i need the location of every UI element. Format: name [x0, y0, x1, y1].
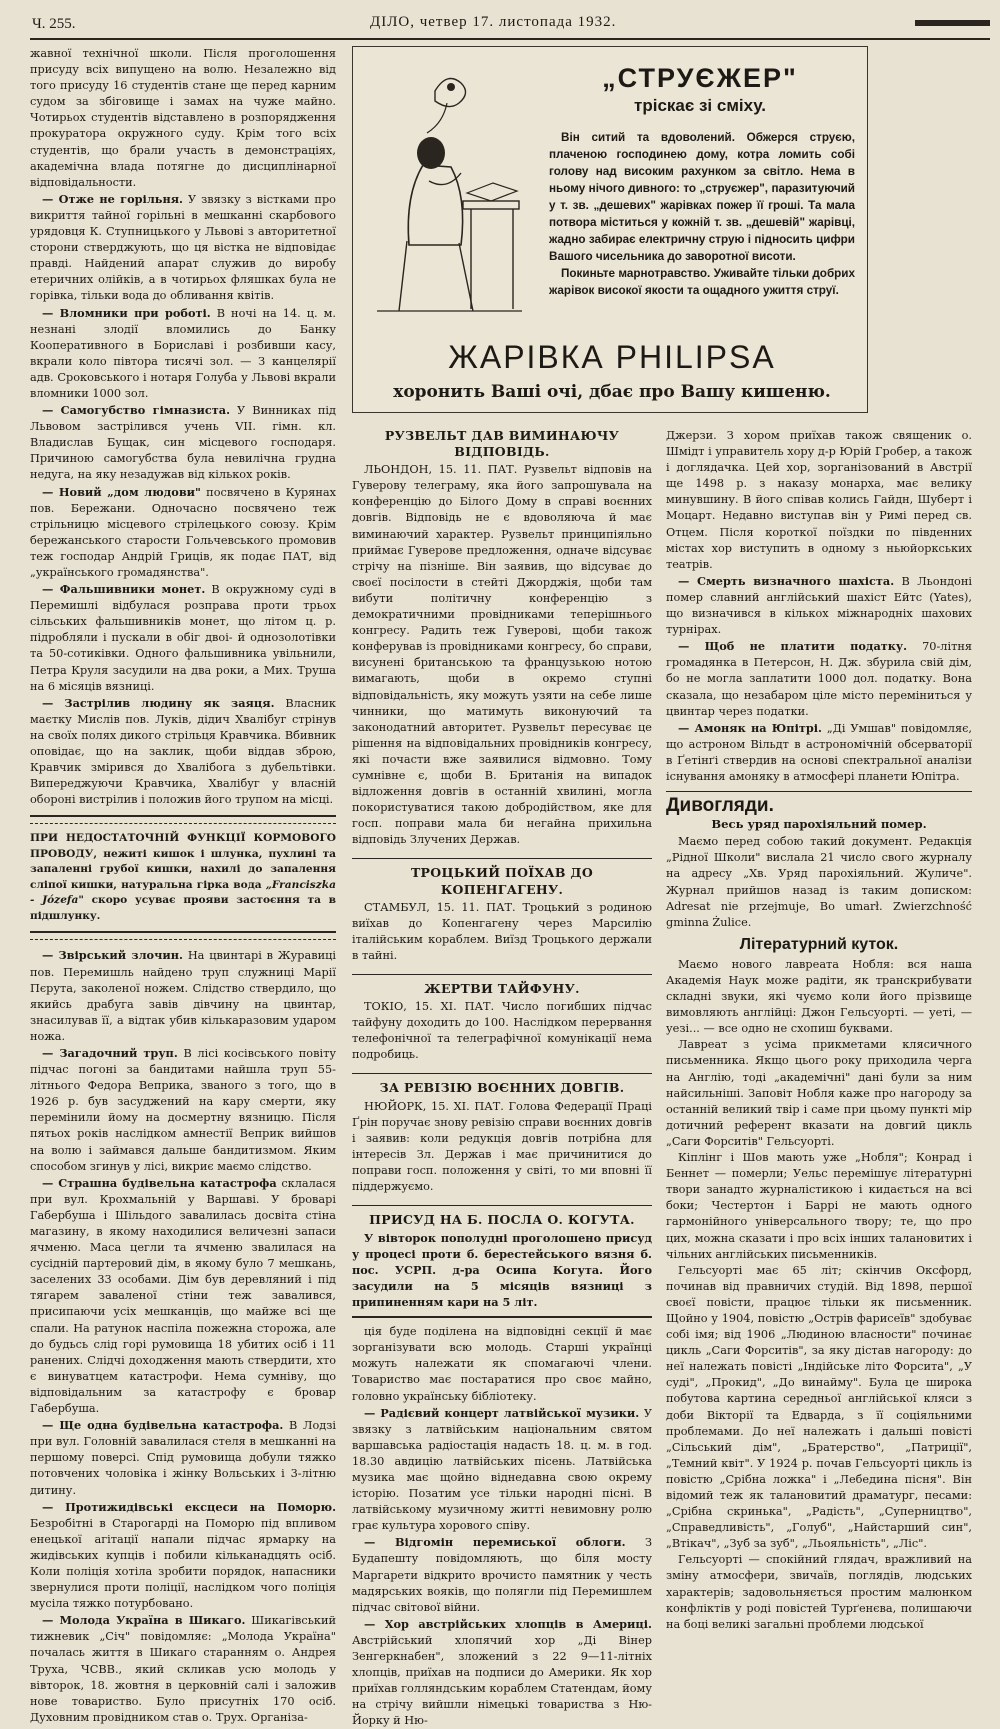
paragraph: Кіплінг і Шов мають уже „Нобля"; Конрад і Беннет — померли; Уельс перемішує літературні твори занадто журналістикою і кидається на всі боки; Честертон і Баррі не мають одного гармонійного універсального твору; те, що про цих, можна сказати і про всіх інших талановитих і чільних англійських письменників. [666, 1151, 972, 1261]
article [352, 428, 652, 848]
notice-tail: скоро усуває прояви застоєння та в підшлунку. [30, 894, 336, 922]
news-item-lead: — Протижидівські ексцеси на Поморю. [42, 1499, 336, 1514]
news-item [30, 484, 336, 582]
section-divider [30, 931, 336, 940]
news-item-lead: — Амоняк на Юпітрі. [678, 720, 822, 735]
section-title-literary: Літературний куток. [739, 935, 899, 953]
news-item-text: В лісі косівського повіту підчас погоні за бандитами найшла труп 55-літнього Федора Веприка, званого з того, що в 1926 р. був засуджений на кару смерти, яку перемінили йому на досмертну вязницю. Після пятьох років наслідком амнестії Веприк вийшов на волю і займався дальше бандитизмом. Яким способом згинув у лісі, викриє маємо слідство. [30, 1046, 336, 1173]
ad-subtitle: тріскає зі сміху. [634, 96, 766, 115]
news-item-text: Безробітні в Старогарді на Поморю під впливом енецької агітації напали підчас ярмарку на жидівських купців і побили кільканадцять осіб. Коли поліція хотіла зробити порядок, напасники звернулися проти поліції, наслідком чого поліція мусіла тяжко потурбовано. [30, 1516, 336, 1611]
news-item-text: На цвинтарі в Журавиці пов. Перемишль найдено труп служниці Марії Пєрута, заколеної ножем. Слідство ствердило, що якийсь драбуга завів дівчину на цвинтар, знасилував її, а відтак убив кількаразовим ударом ножа. [30, 949, 336, 1043]
column-middle [352, 428, 652, 1728]
news-item [352, 1616, 652, 1729]
news-item [30, 1045, 336, 1175]
ad-slogan: хоронить Ваші очі, дбає про Вашу кишеню. [393, 382, 831, 402]
paragraph: Гельсуорті має 65 літ; скінчив Оксфорд, починав від правничих студій. Від 1898, першої своєї повісти, працює тільки як письменник. Щойно у 1904, повістю „Острів фарисеїв" здобуває собі імя; від 1906 „Людиною власности" починає цикль „Саги Форситів", за яку дістав нагороду: до неї належать повісті „Індійське літо Форсита", „У суді", „Прокид", „До винайму". Була це широка побутова картина середньої англійської кляси з доби Вікторії та Едварда, з її соціяльними проблемами. До неї належать і дальші повісті „Сільський дім", „Братерство", „Патриції", „Темний квіт". У 1924 р. почав Гельсуорті цикль із повістю „Срібна ложка" і „Лебедина пісня". Він відомий теж як талановитий драматург, песами: „Срібна скринька", „Радість", „Суперництво", „Справедливість", „Голуб", „Найстарший син", „Втікач", „Зуб за зуб", „Льояльність", „Ліс". [666, 1263, 972, 1551]
news-item [666, 638, 972, 719]
news-item-text: Власник маєтку Мислів пов. Луків, дідич Хвалібуг стрінув на своїх полях дикого стрільця Кравчика. Вбивник оповідає, що на заклик, щоби віддав зброю, Кравчик змірився до Хвалібога з дубельтівки. Випереджуючи Кравчика, Хвалібуг у власній обороні вистрілив і положив його трупом на місці. [30, 696, 336, 807]
news-item-lead: — Звірський злочин. [42, 948, 183, 963]
mineral-water-notice [30, 831, 336, 924]
news-item-lead: — Фальшивники монет. [42, 582, 206, 597]
news-item [666, 720, 972, 785]
article-text: У вівторок пополудні проголошено присуд у процесі проти б. берестейського вязня б. пос. УСРП. д-ра Осипа Когута. Його засудили на 5 місяців вязниці з припиненням кари на 5 літ. [352, 1231, 652, 1310]
paragraph: жавної технічної школи. Після проголошення присуду всіх випущено на волю. Незалежно від того присуду 16 студентів стане ще перед карним судом за збіговище і замах на чуже майно. Чотирьох студентів відставлено в розпорядження прокуратора окружного суду. Крім того всіх студентів, що брали участь в демонстраціях, академічна влада потягне до дисциплінарної відповідальности. [30, 47, 336, 189]
article-title: ПРИСУД НА Б. ПОСЛА О. КОГУТА. [369, 1212, 635, 1228]
column-left [30, 46, 337, 1724]
news-item [30, 1175, 336, 1417]
news-item [30, 1612, 336, 1726]
section-title-curiosities: Дивогляди. [666, 795, 774, 817]
news-item [30, 581, 336, 695]
news-item-text: У Винниках під Львовом застрілився учень VII. гімн. кл. Владислав Бущак, син місцевого господаря. Причиною самогубства була невилічна грудна недуга, на яку незадужав від кількох років. [30, 404, 336, 482]
news-item-text: „Ді Умшав" повідомляє, що астроном Вільдт в астрономічній обсерваторії в Ґетінґі ствердив на основі спектральної аналізи існування амоняку в атмосфері планети Юпітра. [666, 721, 972, 783]
section-divider [666, 791, 972, 792]
news-item-text: В окружному суді в Перемишлі відбулася розправа проти трьох сільських фальшивників монет, що літом ц. р. підробляли і пускали в обіг двоі- й однозолотівки та 50-сотиківки. Одного фальшивника увільнили, Петра Круля засудили на два роки, а Мих. Труша на 6 місяців вязниці. [30, 583, 337, 693]
news-item-lead: — Страшна будівельна катастрофа [42, 1175, 277, 1190]
news-item-text: Шикагівський тижневик „Січ" повідомляє: „Молода Україна" почалась життя в Шикаго старанням о. Андрея Труха, ЧСВВ., який скликав усю молодь у вівторок, 18. жовтня в церковній салі і заложив нове товариство. Було присутніх 170 осіб. Духовним провідником став о. Трух. Організа- [30, 1614, 337, 1724]
news-item-text: З Будапешту повідомляють, що біля мосту Маргарети відкрито врочисто памятник у честь мадярських вояків, що полягли під Перемишлем підчас світової війни. [352, 1536, 652, 1614]
news-item-lead: — Хор австрійських хлопців в Америці. [364, 1616, 652, 1631]
news-item [30, 1417, 336, 1498]
news-item-text: В Лодзі при вул. Головній завалилася стеля в мешканні на першому поверсі. Спід румовища добули тяжко потовчених чоловіка і жінку Вольських і 3-літню дитину. [30, 1419, 336, 1497]
news-item [30, 695, 336, 809]
section-divider [30, 815, 336, 824]
article [352, 865, 652, 964]
news-item [30, 1499, 336, 1613]
article-title: ТРОЦЬКИЙ ПОЇХАВ ДО КОПЕНГАГЕНУ. [410, 865, 594, 897]
woman-at-desk-illustration [367, 61, 527, 331]
ad-headline [541, 63, 859, 116]
news-item-text: склалася при вул. Крохмальній у Варшаві. У броварі Габербуша і Шільдого завалилась досвіта стіна магазину, в якому находилися величезні запаси ячменю. Маса цегли та ячменю звалилася на сусідній партеровий дім, в якому було 7 мешкань, заселених 33 особами. Дім був деревляний і під тягарем заваленої стіни теж завалився, присипаючи усіх мешканців, що майже всі ще спали. На ратунок наспіла пожежна сторожа, але до будьсь слід горі румовища 18 убитих осіб і 11 ранених. Слідчі доходження мають ствердити, хто є винуватцем катастрофи. Нема сумніву, що відповідальним за катастрофу є бровар Габербуша. [30, 1176, 337, 1416]
news-item-text: В ночі на 14. ц. м. незнані злодії вломились до Банку Кооперативного в Бориславі і розбивши касу, вкрали коло півтора тисячі зол. — З канцелярії адв. Сроковського і нотаря Голуба у Львові вкрали вломники 1000 зол. [30, 306, 336, 400]
news-item-lead: — Новий „дом людови" [42, 484, 201, 499]
news-item-lead: — Вломники при роботі. [42, 305, 211, 320]
article-title: ЖЕРТВИ ТАЙФУНУ. [424, 981, 580, 996]
section-divider [352, 858, 652, 859]
ad-brand: ЖАРІВКА PHILIPSA [448, 339, 776, 375]
news-item-lead: — Застрілив людину як заяця. [42, 695, 275, 710]
news-item-text: У звязку з вістками про викриття тайної горільні в мешканні скарбового урядовця К. Ступницького у Львові з авторитетної сторони стверджують, що ця вістка не відповідає правді. Найдений апарат служив до виробу етеричних олійків, а в чотирьох фляшках була не горівка, тільки вода до обливання квітів. [30, 192, 336, 303]
news-item-lead: — Щоб не платити податку. [678, 639, 908, 654]
news-item-text: посвячено в Курянах пов. Бережани. Одночасно посвячено теж стрільницю місцевого стрілецького союзу. Крім бережанського старости Гольчевського промовив теж господар Андрій Гриців, як подає ПАТ, від „українського громадянства". [30, 485, 336, 579]
news-item [30, 947, 336, 1045]
philips-advertisement [352, 46, 868, 413]
news-item [30, 191, 336, 305]
ad-body [549, 129, 855, 299]
notice-text: ПРИ НЕДОСТАТОЧНІЙ ФУНКЦІЇ КОРМОВОГО ПРОВОДУ, нежиті кишок і шлунка, пухлині та запаленні грубої кишки, нахилі до запалення сліпої кишки, натуральна гірка вода [30, 832, 336, 891]
header-ornament [915, 20, 990, 26]
page-header [30, 10, 990, 40]
paragraph: ція буде поділена на відповідні секції й має зорганізувати всю молодь. Старші українці можуть належати як спомагаючі члени. Товариство має постаратися про своє майно, головно українську бібліотеку. [352, 1325, 652, 1403]
paragraph: Гельсуорті — спокійний глядач, вражливий на зміну атмосфери, звичаїв, поглядів, людських характерів; задовольняється простим малюнком конфліктів у роді повістей Турґенєва, полишаючи на боці великі загальні проблеми людської [666, 1553, 972, 1631]
page-number: Ч. 255. [32, 16, 76, 32]
news-item-lead: — Молода Україна в Шикаго. [42, 1613, 246, 1628]
article-text: ТОКІО, 15. XI. ПАТ. Число погибших підчас тайфуну доходить до 100. Наслідком перервання телефонічної та телеграфічної комунікації нема подробиць. [352, 1000, 652, 1062]
section-divider [352, 1205, 652, 1206]
paragraph: Маємо нового лавреата Нобля: вся наша Академія Наук може радіти, як транскрибувати складні звуки, які чуємо коли його прізвище вимовляють англійці: Джон Гельсуорті. — уеті, — уезі... — все одно не схопиш буквами. [666, 957, 972, 1036]
news-item-lead: — Смерть визначного шахіста. [678, 573, 895, 588]
ad-paragraph: Покиньте марнотравство. Уживайте тільки добрих жарівок високої якости та ощадного ужиття струї. [549, 267, 855, 297]
news-item-text: У звязку з латвійським національним святом варшавська радіостація надасть 18. ц. м. в год. 18.30 авдицію латвійських пісень. Латвійська музика має щойно віднедавна свою окрему історію. Позатим усе тільки народні пісні. В латвійському музичному житті невимовну ролю грає культура хорового співу. [352, 1406, 652, 1533]
article-text: СТАМБУЛ, 15. 11. ПАТ. Троцький з родиною виїхав до Копенгагену через Марсилію італійським кораблем. Виїзд Троцького держали в тайні. [352, 900, 652, 962]
paragraph: Джерзи. З хором приїхав також священик о. Шмідт і управитель хору д-р Юрій Гробер, а також і доглядачка. Цей хор, зорганізований в Австрії ще 1498 р. з наказу монарха, має велику минувшину. В його співав колись Гайдн, Шуберт і Моцарт. Недавно виступав він у Римі перед св. Отцем. Після короткої поїздки по південних містах хор виступить в одному з ньюйоркських театрів. [666, 429, 972, 571]
ad-title: „СТРУЄЖЕР" [602, 63, 798, 93]
news-item [30, 402, 336, 483]
news-item-text: Австрійський хлопячий хор „Ді Вінер Зенгеркнабен", зложений з 22 9—11-літніх хлопців, приїхав на подписи до Америки. Як хор приїхав голляндським кораблем Статендам, йому на стрічу вийшли німецькі товариства з Ню-Йорку й Ню- [352, 1633, 652, 1728]
news-item [352, 1534, 652, 1615]
article-boxed [352, 1212, 652, 1318]
paragraph: Лавреат з усіма прикметами клясичного письменника. Якщо цього року приходила черга на Англію, тоді „академічні" дані були за ним найсильніші. Заповіт Нобля каже про нагороду за останній великий твір і саме при цьому пункті мір дотичний референт вказати на довгий цикль „Саги Форситів" Гельсуорті. [666, 1038, 972, 1148]
news-item-lead: — Загадочний труп. [42, 1045, 178, 1060]
masthead: ДІЛО, четвер 17. листопада 1932. [370, 14, 617, 30]
news-item [666, 573, 972, 638]
notice-brand: „Franciszka - Józefa" [30, 878, 336, 907]
news-item-lead: — Відгомін перемиської облоги. [364, 1535, 626, 1550]
news-item-lead: — Самогубство гімназиста. [42, 403, 231, 418]
article [352, 1080, 652, 1195]
news-item-text: В Льондоні помер славний англійський шахіст Ейтс (Yates), що визначився в кількох міжнародніх шахових турнірах. [666, 574, 972, 637]
news-item-lead: — Отже не горільня. [42, 191, 183, 206]
article [352, 981, 652, 1063]
article-text: ЛЬОНДОН, 15. 11. ПАТ. Рузвельт відповів на Гуверову телеграму, яка його запрошувала на конференцію до Білого Дому в справі воєнних довгів. Відповідь не є вдоволяюча й має виминаючий характер. Рузвельт принципіяльно приймає Гуверове предложення, одначе відсуває стрічу на пізніше. Він заявив, що відсуває до своєї посілости в стейті Джорджія, щоби там вибути політичну конференцію з демократичними провідниками теперішнього конгресу. Радить теж Гуверові, щоби також конферував із провідниками конгресу, бо справи, висунені британською та французькою нотою вимагають, щоби в окремо ступні відповідальність, яку можуть узяти на себе лише чинники, що матимуть виконуючий та законодатний авторитет. Рузвельт пересуває це рішення на відповідальних провідників конгресу, які почасти вже заявилися відмовно. Тому сумнівне є, щоби В. Британія на випадок відложення довгів в останній хвилині, могла покористуватися такою добродійством, яке для госп. поправи мала би негайна прихильна відповідь Злучених Держав. [352, 463, 652, 847]
news-item-lead: — Ще одна будівельна катастрофа. [42, 1418, 284, 1433]
article-text: НЮЙОРК, 15. XI. ПАТ. Голова Федерації Праці Ґрін поручає знову ревізію справи воєнних довгів і заявив: коли редукція довгів потрібна для інтересів Зл. Держав і має причинитися до поправи госп. положення у світі, то ми вповні її піддержуємо. [352, 1099, 652, 1194]
news-item-text: 70-літня громадянка в Петерсон, Н. Дж. збурила свій дім, бо не могла заплатити 1000 дол. податку. Вона сказала, що незабаром ціле місто переміниться у цвинтар через податки. [666, 640, 973, 718]
ad-paragraph: Він ситий та вдоволений. Обжерся струєю, плаченою господинею дому, котра ломить собі голову над високим рахунком за світло. Нема в ньому нічого дивного: то „струєжер", паразитуючий у т. зв. „дешевих" жарівках пожер її гроші. Та мала потвора міститься у кожній т. зв. „дешевій" жарівці, жадно забирає електричну струю і підносить цифри Вашого чисельника до заворотної висоти. [549, 131, 855, 263]
paragraph: Маємо перед собою такий документ. Редакція „Рідної Школи" вислала 21 число свого журналу на адресу „Хв. Уряд парохіяльний. Жуличе". Журнал прийшов назад із таким дописком: Adresat nie przejmuje, Bo umarł. Zwierzchność gminna Żulice. [666, 835, 972, 929]
section-subtitle: Весь уряд парохіяльний помер. [711, 817, 927, 832]
news-item-lead: — Радієвий концерт латвійської музики. [364, 1405, 640, 1420]
section-divider [352, 1073, 652, 1074]
news-item [352, 1405, 652, 1535]
news-item [30, 305, 336, 403]
article-title: РУЗВЕЛЬТ ДАВ ВИМИНАЮЧУ ВІДПОВІДЬ. [384, 428, 620, 460]
article-title: ЗА РЕВІЗІЮ ВОЄННИХ ДОВГІВ. [379, 1080, 625, 1096]
section-divider [352, 974, 652, 975]
column-right [666, 428, 973, 1631]
